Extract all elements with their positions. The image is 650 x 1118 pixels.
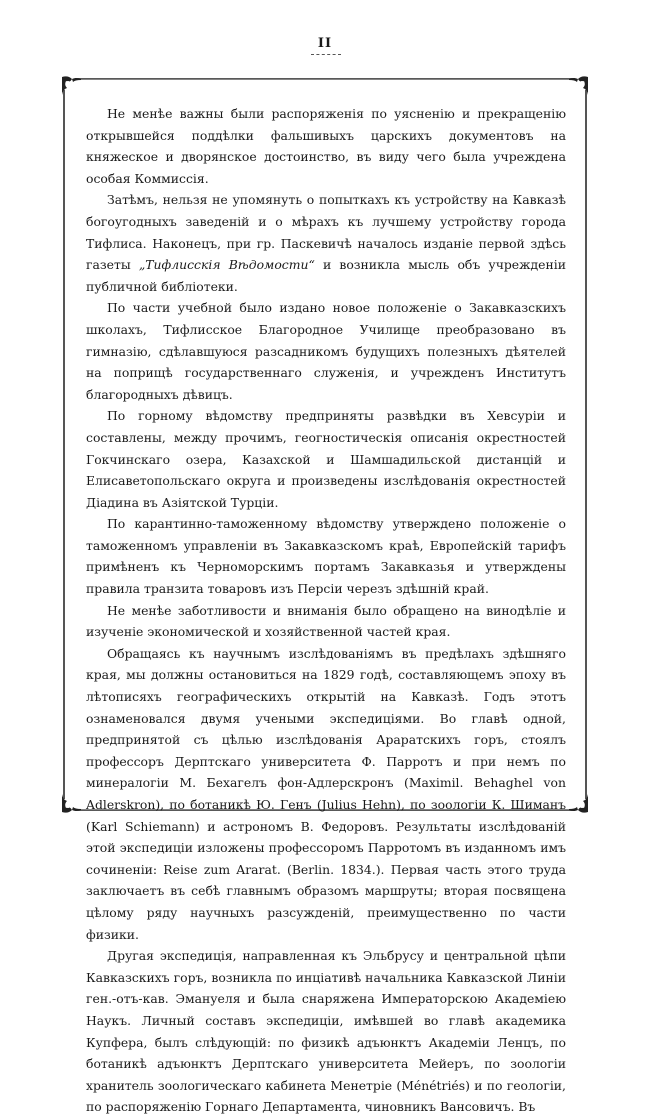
paragraph: Не менѣе заботливости и вниманія было обращено на винодѣліе и изученіе экономической и хозяйственной частей края.: [86, 602, 566, 640]
frame-right-rule: [585, 90, 587, 799]
paragraph-text: и возникла мысль объ учрежденіи публичной библіотеки.: [86, 257, 566, 294]
corner-ornament-icon: [60, 792, 82, 814]
newspaper-title: „Тифлисскія Вѣдомости“: [138, 257, 315, 273]
paragraph: Другая экспедиція, направленная къ Эльбрусу и центральной цѣпи Кавказскихъ горъ, возникла по инціативѣ начальника Кавказской Линіи ген.-отъ-кав. Эмануеля и была снаряжена Императорскою Академіею Наукъ. Личный составъ экспедиціи, имѣвшей во главѣ академика Купфера, былъ слѣдующій: по физикѣ адъюнктъ Академіи Ленцъ, по ботаникѣ адъюнктъ Дерптскаго университета Мейеръ, по зоологіи хранитель зоологическаго кабинета Менетріе (Ménétriés) и по геологіи, по распоряженію Горнаго Департамента, чиновникъ Вансовичъ. Въ: [86, 948, 566, 1115]
page-number: II: [317, 36, 333, 51]
paragraph: По карантинно-таможенному вѣдомству утверждено положеніе о таможенномъ управленіи въ Закавказскомъ краѣ, Европейскій тарифъ примѣненъ къ Черноморскимъ портамъ Закавказья и утверждены правила транзита товаровъ изъ Персіи черезъ здѣшній край.: [86, 516, 566, 597]
paragraph: По горному вѣдомству предприняты развѣдки въ Хевсуріи и составлены, между прочимъ, геогностическія описанія окрестностей Гокчинскаго озера, Казахской и Шамшадильской дистанцій и Елисаветопольскаго округа и произведены изслѣдованія окрестностей Діадина въ Азіятской Турціи.: [86, 408, 566, 510]
paragraph-text: Затѣмъ, нельзя не упомянуть о попыткахъ къ устройству на Кавказѣ богоугодныхъ заведеній и о мѣрахъ къ лучшему устройству города Тифлиса. Наконецъ, при гр. Паскевичѣ началось изданіе первой здѣсь газеты: [86, 192, 566, 273]
page-number-underline: [311, 54, 341, 55]
paragraph: По части учебной было издано новое положеніе о Закавказскихъ школахъ, Тифлисское Благородное Училище преобразовано въ гимназію, сдѣлавшуюся разсадникомъ будущихъ полезныхъ дѣятелей на поприщѣ государственнаго служенія, и учрежденъ Институтъ благородныхъ дѣвицъ.: [86, 300, 566, 402]
corner-ornament-icon: [568, 792, 590, 814]
corner-ornament-icon: [568, 75, 590, 97]
paragraph: Обращаясь къ научнымъ изслѣдованіямъ въ предѣлахъ здѣшняго края, мы должны остановиться на 1829 годѣ, составляющемъ эпоху въ лѣтописяхъ географическихъ открытій на Кавказѣ. Годъ этотъ ознаменовался двумя учеными экспедиціями. Во главѣ одной, предпринятой съ цѣлью изслѣдованія Араратскихъ горъ, стоялъ профессоръ Дерптскаго университета Ф. Парротъ и при немъ по минералогіи М. Бехагелъ фон-Адлерскронъ (Maximil. Behaghel von Adlerskron), по ботаникѣ Ю. Генъ (Julius Hehn), по зоологіи К. Шиманъ (Karl Schiemann) и астрономъ В. Федоровъ. Результаты изслѣдованій этой экспедиціи изложены профессоромъ Парротомъ въ изданномъ имъ сочиненіи: Reise zum Ararat. (Berlin. 1834.). Первая часть этого труда заключаетъ въ себѣ главнымъ образомъ маршруты; вторая посвящена цѣлому ряду научныхъ разсужденій, преимущественно по части физики.: [86, 645, 566, 942]
paragraph: [86, 189, 566, 297]
frame-top-rule: [75, 78, 575, 80]
body-text: [86, 103, 566, 1118]
paragraph: Не менѣе важны были распоряженія по уясненію и прекращенію открывшейся поддѣлки фальшивыхъ царскихъ документовъ на княжеское и дворянское достоинство, въ виду чего была учреждена особая Коммиссія.: [86, 106, 566, 186]
frame-left-rule: [63, 90, 65, 799]
corner-ornament-icon: [60, 75, 82, 97]
